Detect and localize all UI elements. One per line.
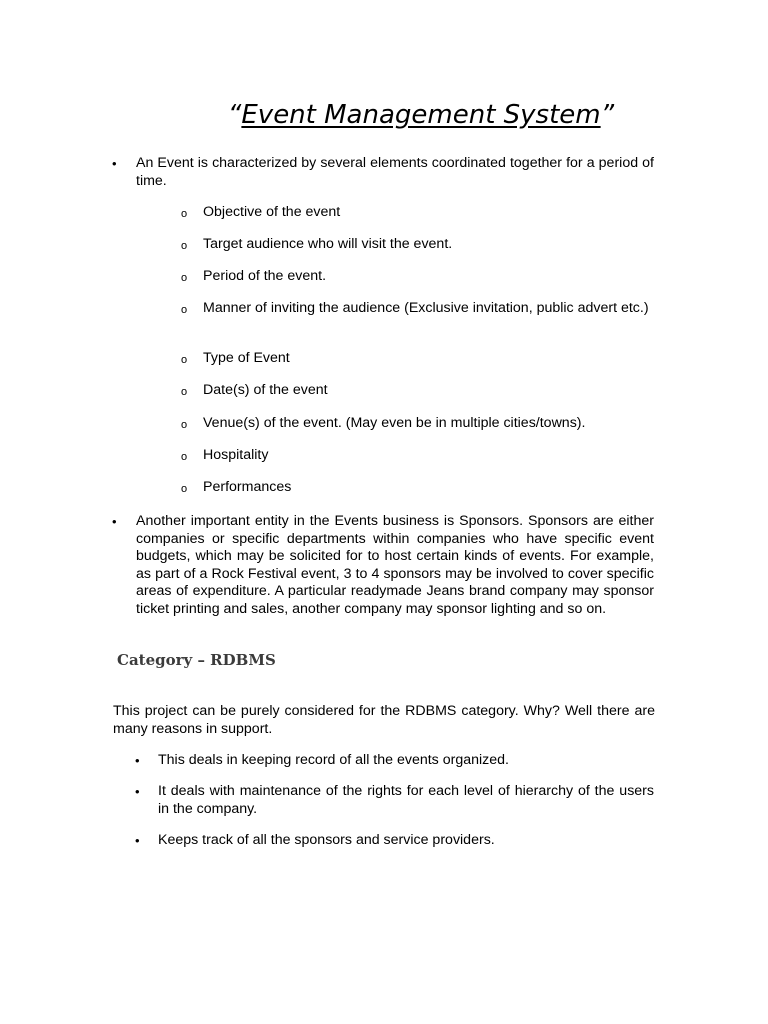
intro-bullet-text: An Event is characterized by several elements coordinated together for a period of time.	[136, 155, 654, 189]
list-item	[181, 236, 656, 254]
list-marker: o	[181, 451, 188, 463]
list-item-text: Target audience who will visit the event.	[203, 236, 453, 252]
list-marker: o	[181, 208, 188, 220]
list-marker: o	[181, 272, 188, 284]
list-item-text: Venue(s) of the event. (May even be in multiple cities/towns).	[203, 415, 586, 431]
list-marker: o	[181, 354, 188, 366]
list-item-text: Objective of the event	[203, 204, 341, 220]
sponsors-bullet-text: Another important entity in the Events business is Sponsors. Sponsors are either companies or specific departments within companies who have specific event budgets, which may be solicited for to host certain kinds of events. For example, as part of a Rock Festival event, 3 to 4 sponsors may be involved to cover specific areas of expenditure. A particular readymade Jeans brand company may sponsor ticket printing and sales, another company may sponsor lighting and so on.	[136, 513, 654, 617]
list-marker: o	[181, 386, 188, 398]
document-title	[0, 95, 768, 135]
bullet-marker: •	[135, 753, 140, 768]
list-item-text: Date(s) of the event	[203, 382, 328, 398]
reason-item	[135, 752, 654, 770]
list-marker: o	[181, 304, 188, 316]
bullet-marker: •	[112, 514, 117, 529]
list-item	[181, 350, 656, 368]
list-item	[181, 300, 656, 318]
reason-item	[135, 783, 654, 818]
list-marker: o	[181, 419, 188, 431]
bullet-marker: •	[112, 156, 117, 171]
list-item-text: Type of Event	[203, 350, 290, 366]
list-item	[181, 204, 656, 222]
category-paragraph: This project can be purely considered for the RDBMS category. Why? Well there are many reasons in support.	[113, 703, 655, 737]
reason-item-text: It deals with maintenance of the rights for each level of hierarchy of the users in the company.	[158, 783, 654, 817]
bullet-marker: •	[135, 833, 140, 848]
intro-bullet	[112, 155, 654, 190]
title-close-quote: ”	[600, 100, 615, 130]
list-item-text: Period of the event.	[203, 268, 327, 284]
list-marker: o	[181, 240, 188, 252]
reason-item	[135, 832, 654, 850]
list-item-text: Manner of inviting the audience (Exclusive invitation, public advert etc.)	[203, 300, 649, 316]
category-heading: Category – RDBMS	[117, 651, 276, 669]
sponsors-bullet	[112, 513, 654, 618]
list-item	[181, 447, 656, 465]
title-text: Event Management System	[241, 100, 601, 130]
list-item-text: Hospitality	[203, 447, 269, 463]
reason-item-text: This deals in keeping record of all the events organized.	[158, 752, 509, 768]
list-item	[181, 382, 656, 400]
bullet-marker: •	[135, 784, 140, 799]
list-marker: o	[181, 483, 188, 495]
list-item	[181, 268, 656, 286]
reason-item-text: Keeps track of all the sponsors and service providers.	[158, 832, 495, 848]
title-open-quote: “	[227, 100, 242, 130]
list-item	[181, 479, 656, 497]
list-item-text: Performances	[203, 479, 292, 495]
list-item	[181, 415, 656, 433]
